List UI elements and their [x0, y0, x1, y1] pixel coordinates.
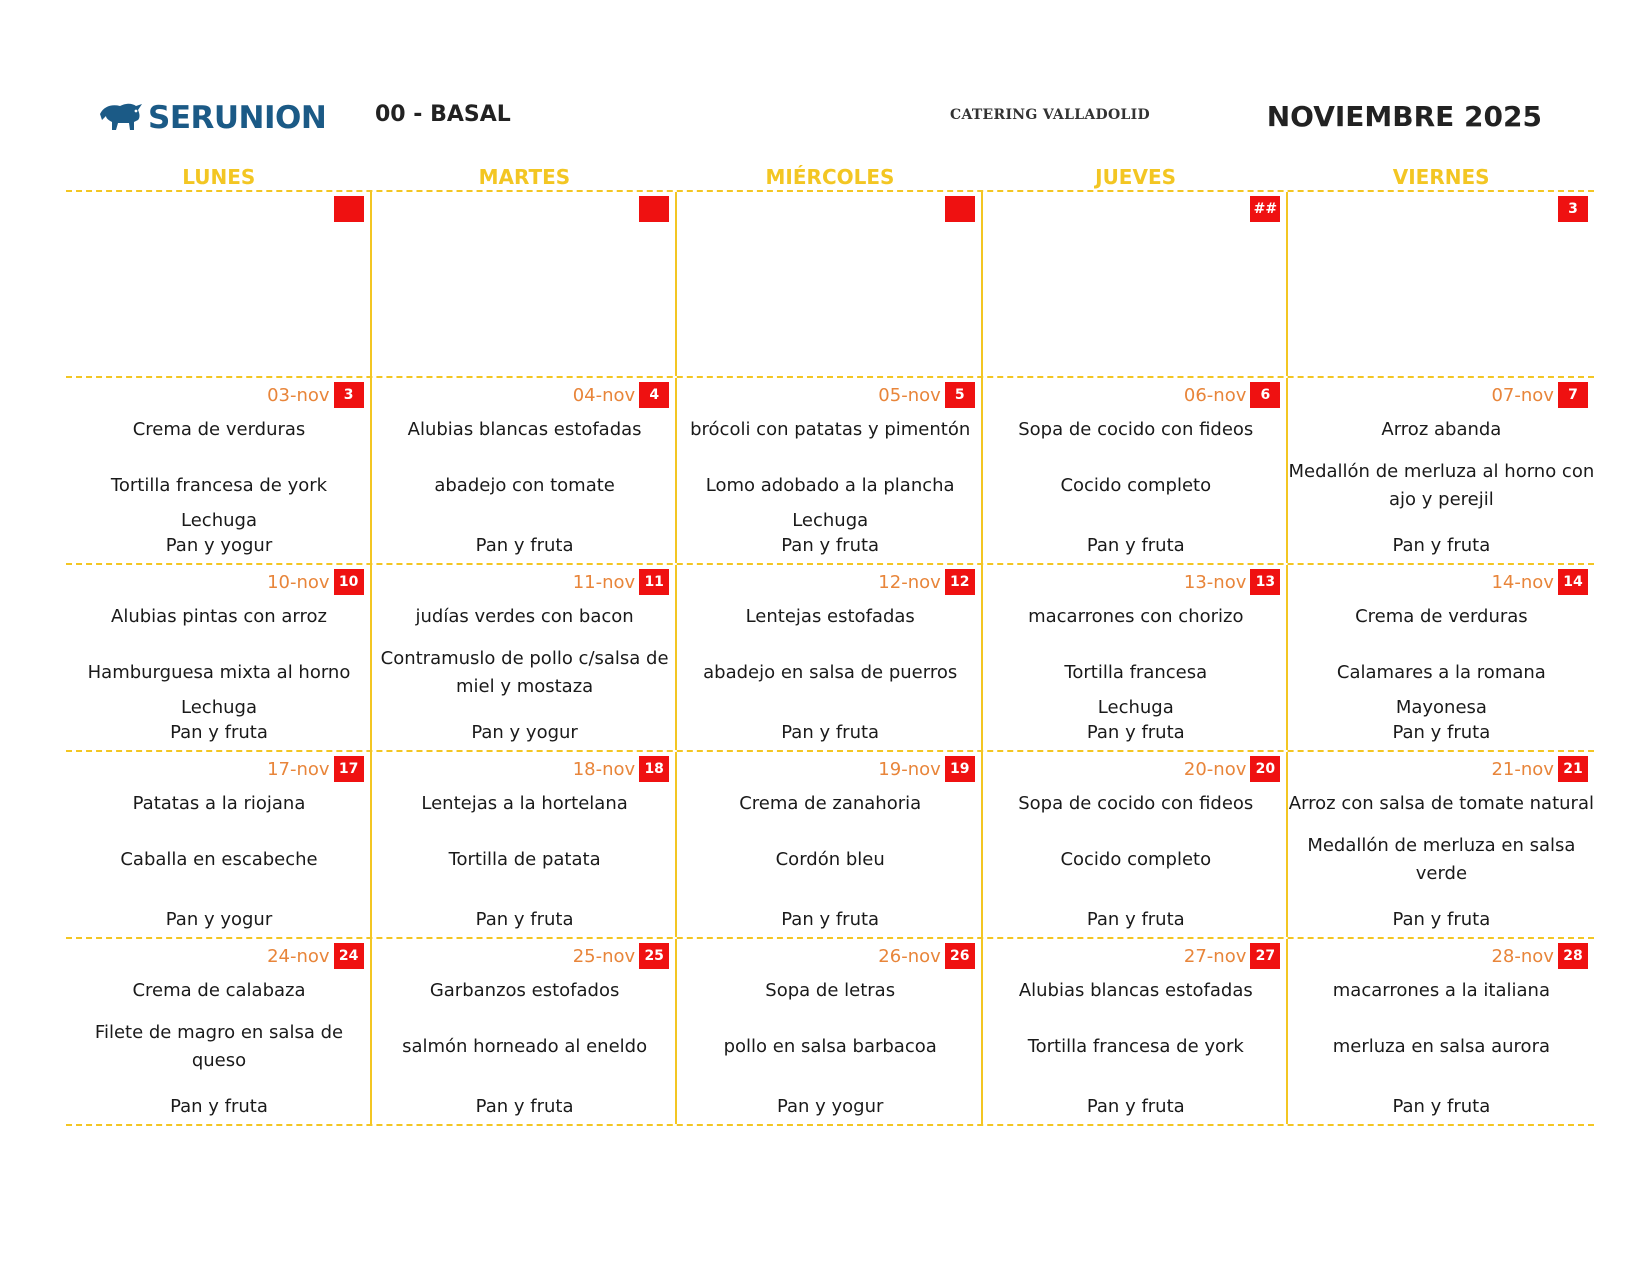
day-cell [372, 192, 678, 376]
bread-dessert: Pan y yogur [165, 535, 273, 556]
day-number-badge: 6 [1250, 382, 1280, 408]
second-course: Tortilla francesa de york [1027, 1036, 1244, 1057]
day-cell [677, 192, 983, 376]
date-row [1184, 756, 1280, 782]
date-row [1491, 569, 1587, 595]
day-number-badge: 26 [945, 943, 975, 969]
side-dish: Mayonesa [1395, 697, 1487, 718]
date-label: 12-nov [878, 571, 941, 593]
day-number-badge: 20 [1250, 756, 1280, 782]
first-course: Arroz abanda [1381, 419, 1502, 440]
bread-dessert: Pan y fruta [475, 909, 574, 930]
date-label: 07-nov [1491, 384, 1554, 406]
day-cell [983, 378, 1289, 563]
second-course: Tortilla de patata [448, 849, 601, 870]
day-cell [66, 752, 372, 937]
date-label: 21-nov [1491, 758, 1554, 780]
bread-dessert: Pan y fruta [170, 722, 268, 743]
day-number-badge: 17 [334, 756, 364, 782]
date-label: 11-nov [572, 571, 636, 593]
weekday-label: VIERNES [1392, 165, 1490, 189]
day-number-badge: 14 [1558, 569, 1588, 595]
day-number-badge [334, 196, 364, 222]
date-row [267, 756, 363, 782]
date-row [1491, 382, 1587, 408]
day-cell [983, 939, 1289, 1124]
date-label: 10-nov [267, 571, 330, 593]
weeks-container [66, 192, 1594, 1126]
date-label: 24-nov [267, 945, 330, 967]
date-row [1491, 943, 1587, 969]
day-cell [983, 565, 1289, 750]
date-row [1184, 943, 1280, 969]
second-course: pollo en salsa barbacoa [723, 1036, 937, 1057]
bread-dessert: Pan y yogur [165, 909, 273, 930]
day-cell [983, 192, 1289, 376]
second-course: Tortilla francesa [1064, 662, 1208, 683]
day-cell [983, 752, 1289, 937]
bread-dessert: Pan y fruta [475, 535, 574, 556]
day-number-badge: ## [1250, 196, 1280, 222]
first-course: Sopa de cocido con fideos [1018, 419, 1254, 440]
second-course: Medallón de merluza en salsa verde [1307, 835, 1576, 884]
day-number-badge: 24 [334, 943, 364, 969]
first-course: judías verdes con bacon [415, 606, 634, 627]
date-row [1184, 569, 1280, 595]
second-course: Caballa en escabeche [120, 849, 318, 870]
day-number-badge: 28 [1558, 943, 1588, 969]
day-number-badge: 25 [639, 943, 669, 969]
first-course: Garbanzos estofados [429, 980, 620, 1001]
bread-dessert: Pan y fruta [1086, 722, 1185, 743]
first-course: Alubias blancas estofadas [1018, 980, 1253, 1001]
day-number-badge: 7 [1558, 382, 1588, 408]
bread-dessert: Pan y fruta [1086, 909, 1185, 930]
date-row [878, 943, 974, 969]
day-cell [66, 565, 372, 750]
date-row [1246, 196, 1280, 222]
first-course: macarrones a la italiana [1332, 980, 1550, 1001]
menu-calendar [66, 160, 1594, 1126]
bread-dessert: Pan y fruta [781, 909, 880, 930]
date-label: 25-nov [572, 945, 636, 967]
brand-name: SERUNION [148, 100, 327, 136]
second-course [983, 272, 1289, 328]
day-number-badge: 10 [334, 569, 364, 595]
week-row [66, 939, 1594, 1126]
bread-dessert: Pan y fruta [170, 1096, 268, 1117]
week-row [66, 378, 1594, 565]
day-cell [372, 378, 678, 563]
side-dish: Lechuga [792, 510, 869, 531]
day-number-badge: 11 [639, 569, 669, 595]
second-course: Calamares a la romana [1336, 662, 1546, 683]
first-course: Sopa de letras [765, 980, 896, 1001]
date-label: 03-nov [267, 384, 330, 406]
bread-dessert: Pan y fruta [1392, 535, 1491, 556]
bread-dessert: Pan y fruta [781, 535, 880, 556]
bread-dessert: Pan y yogur [471, 722, 578, 743]
serunion-logo [98, 100, 326, 136]
weekday-header-row [66, 160, 1594, 192]
second-course: Cordón bleu [775, 849, 885, 870]
second-course [372, 272, 678, 328]
weekday-label: LUNES [182, 165, 256, 189]
weekday-label: JUEVES [1095, 165, 1177, 189]
bread-dessert: Pan y fruta [1086, 1096, 1185, 1117]
date-row [267, 382, 363, 408]
day-cell [1288, 565, 1594, 750]
day-cell [372, 939, 678, 1124]
second-course: Medallón de merluza al horno con ajo y perejil [1288, 461, 1595, 510]
day-number-badge: 27 [1250, 943, 1280, 969]
first-course: Arroz con salsa de tomate natural [1288, 793, 1594, 814]
date-row [1184, 382, 1280, 408]
day-number-badge: 4 [639, 382, 669, 408]
date-label: 05-nov [878, 384, 941, 406]
page-header [0, 0, 1650, 160]
date-label: 13-nov [1183, 571, 1247, 593]
first-course: Crema de verduras [132, 419, 306, 440]
second-course: Cocido completo [1060, 849, 1212, 870]
day-number-badge: 5 [945, 382, 975, 408]
week-row [66, 565, 1594, 752]
date-row [573, 382, 669, 408]
date-row [267, 943, 363, 969]
day-cell [677, 378, 983, 563]
date-row [1554, 196, 1588, 222]
date-row [330, 196, 364, 222]
bread-dessert: Pan y fruta [1392, 909, 1491, 930]
date-label: 27-nov [1183, 945, 1247, 967]
bread-dessert: Pan y fruta [475, 1096, 574, 1117]
date-label: 14-nov [1491, 571, 1554, 593]
first-course: Patatas a la riojana [132, 793, 306, 814]
date-label: 26-nov [878, 945, 941, 967]
bread-dessert: Pan y fruta [1086, 535, 1185, 556]
side-dish: Lechuga [181, 697, 257, 718]
first-course: Crema de verduras [1355, 606, 1528, 627]
second-course [677, 272, 983, 328]
bread-dessert: Pan y fruta [1392, 1096, 1491, 1117]
second-course [66, 272, 372, 328]
second-course: salmón horneado al eneldo [402, 1036, 648, 1057]
first-course: brócoli con patatas y pimentón [690, 419, 971, 440]
menu-code: 00 - BASAL [375, 102, 511, 127]
day-cell [372, 752, 678, 937]
second-course: merluza en salsa aurora [1332, 1036, 1550, 1057]
month-title: NOVIEMBRE 2025 [1266, 100, 1542, 133]
second-course: Lomo adobado a la plancha [705, 475, 955, 496]
catering-name: CATERING VALLADOLID [950, 107, 1150, 123]
second-course [1288, 272, 1594, 328]
date-label: 17-nov [267, 758, 330, 780]
bull-icon [98, 100, 144, 136]
date-label: 04-nov [572, 384, 636, 406]
date-row [878, 382, 974, 408]
date-row [878, 756, 974, 782]
day-number-badge [945, 196, 975, 222]
week-row [66, 752, 1594, 939]
date-label: 19-nov [878, 758, 941, 780]
first-course: Crema de calabaza [132, 980, 306, 1001]
second-course: Tortilla francesa de york [110, 475, 328, 496]
day-cell [1288, 192, 1594, 376]
date-row [878, 569, 974, 595]
day-number-badge [639, 196, 669, 222]
second-course: Hamburguesa mixta al horno [87, 662, 351, 683]
weekday-label: MIÉRCOLES [765, 165, 895, 189]
day-number-badge: 18 [639, 756, 669, 782]
day-cell [1288, 378, 1594, 563]
bread-dessert: Pan y yogur [776, 1096, 884, 1117]
second-course: abadejo con tomate [434, 475, 615, 496]
day-number-badge: 21 [1558, 756, 1588, 782]
date-row [573, 569, 669, 595]
side-dish: Lechuga [1097, 697, 1174, 718]
day-cell [372, 565, 678, 750]
second-course: Contramuslo de pollo c/salsa de miel y mostaza [380, 648, 669, 697]
side-dish: Lechuga [181, 510, 257, 531]
day-number-badge: 19 [945, 756, 975, 782]
day-number-badge: 3 [1558, 196, 1588, 222]
day-cell [677, 752, 983, 937]
bread-dessert: Pan y fruta [781, 722, 880, 743]
day-number-badge: 3 [334, 382, 364, 408]
bread-dessert: Pan y fruta [1392, 722, 1491, 743]
day-cell [66, 939, 372, 1124]
second-course: abadejo en salsa de puerros [703, 662, 958, 683]
date-row [635, 196, 669, 222]
day-cell [677, 939, 983, 1124]
date-row [1491, 756, 1587, 782]
first-course: Crema de zanahoria [739, 793, 922, 814]
second-course: Filete de magro en salsa de queso [94, 1022, 344, 1071]
first-course: Alubias blancas estofadas [407, 419, 642, 440]
first-course: Lentejas estofadas [745, 606, 915, 627]
date-label: 20-nov [1183, 758, 1247, 780]
weekday-label: MARTES [478, 165, 571, 189]
day-cell [1288, 752, 1594, 937]
first-course: Lentejas a la hortelana [421, 793, 628, 814]
date-label: 28-nov [1491, 945, 1554, 967]
day-cell [677, 565, 983, 750]
date-row [573, 756, 669, 782]
day-cell [66, 378, 372, 563]
date-row [267, 569, 363, 595]
day-cell [66, 192, 372, 376]
first-course: Alubias pintas con arroz [111, 606, 327, 627]
first-course: Sopa de cocido con fideos [1018, 793, 1254, 814]
date-label: 06-nov [1183, 384, 1247, 406]
date-row [941, 196, 975, 222]
second-course: Cocido completo [1060, 475, 1212, 496]
first-course: macarrones con chorizo [1028, 606, 1244, 627]
day-cell [1288, 939, 1594, 1124]
week-row [66, 192, 1594, 378]
date-row [573, 943, 669, 969]
date-label: 18-nov [572, 758, 636, 780]
day-number-badge: 13 [1250, 569, 1280, 595]
day-number-badge: 12 [945, 569, 975, 595]
